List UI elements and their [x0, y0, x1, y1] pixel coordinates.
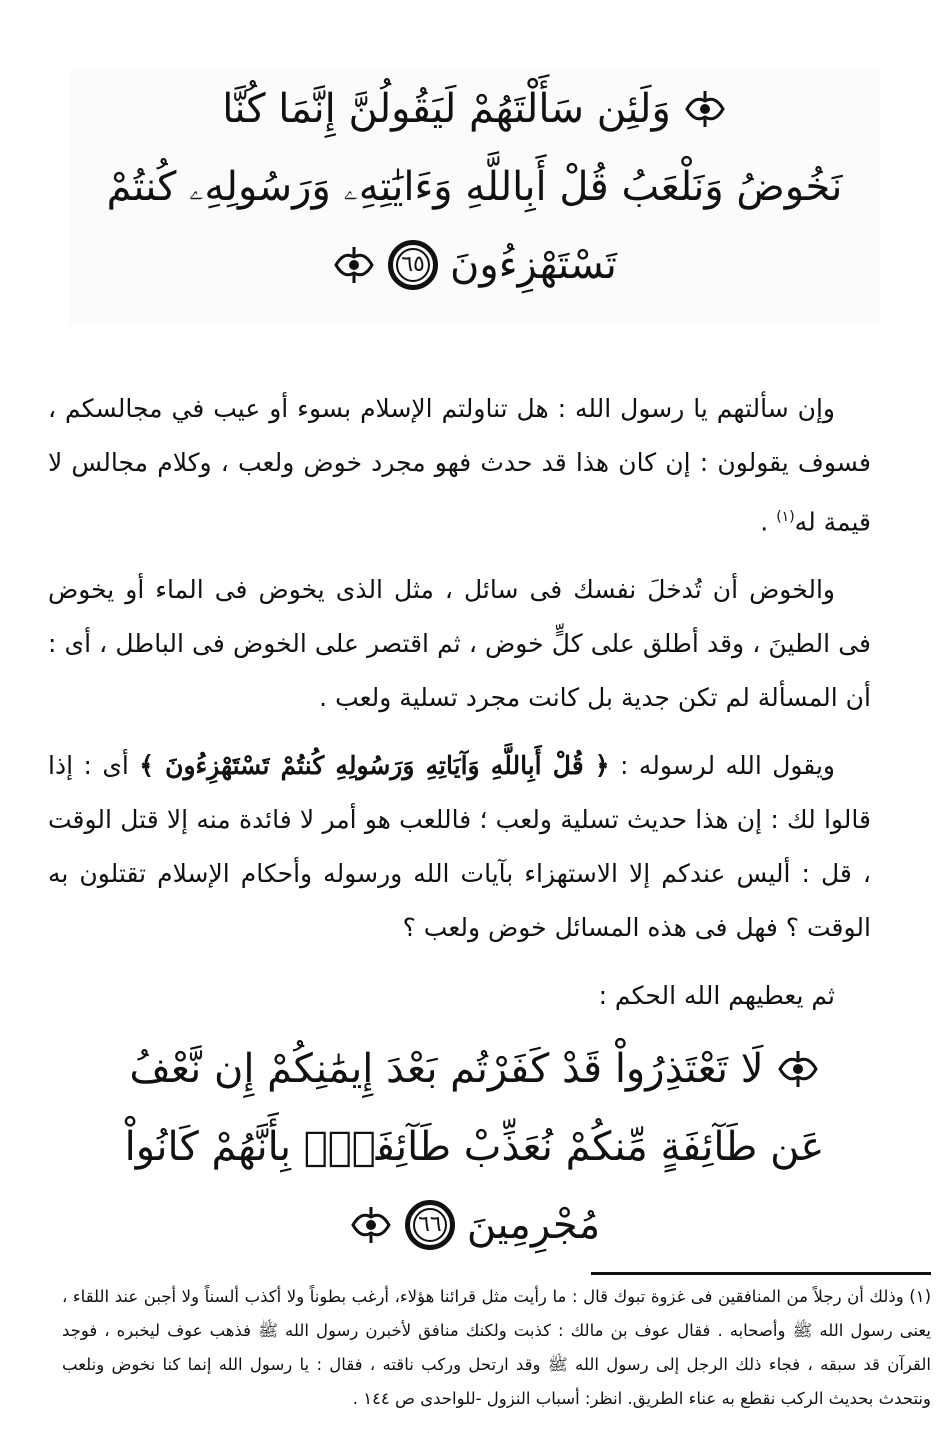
commentary-paragraph-4: ثم يعطيهم الله الحكم :: [598, 981, 835, 1011]
verse-66-text-1: لَا تَعْتَذِرُواْ قَدْ كَفَرْتُم بَعْدَ إِيمَٰنِكُمْ إِن نَّعْفُ: [129, 1046, 764, 1092]
commentary-paragraph-2: والخوض أن تُدخلَ نفسك فى سائل ، مثل الذى يخوض فى الماء أو يخوض فى الطينَ ، وقد أطلق على كلٍّ خوض ، ثم اقتصر على الخوض فى الباطل ، أى : أن المسألة لم تكن جدية بل كانت مجرد تسلية ولعب .: [48, 575, 871, 713]
verse-65-line-1: [70, 70, 879, 148]
verse-66-text-2: عَن طَآئِفَةٍ مِّنكُمْ نُعَذِّبْ طَآئِفَةًۢ بِأَنَّهُمْ كَانُواْ: [124, 1124, 825, 1170]
verse-65-text-3: تَسْتَهْزِءُونَ: [450, 242, 617, 288]
ayah-number-65: ٦٥: [388, 240, 438, 290]
ayah-number-66: ٦٦: [405, 1200, 455, 1250]
verse-66-line-1: [70, 1030, 879, 1108]
commentary-body: [48, 382, 871, 1037]
verse-66-line-2: [70, 1108, 879, 1186]
footnote-separator: [591, 1272, 931, 1275]
verse-start-ornament-icon: [683, 87, 727, 131]
verse-66-text-3: مُجْرِمِينَ: [466, 1202, 601, 1248]
commentary-paragraph-1-text: وإن سألتهم يا رسول الله : هل تناولتم الإسلام بسوء أو عيب في مجالسكم ، فسوف يقولون : إن كان هذا قد حدث فهو مجرد خوض ولعب ، وكلام مجالس لا قيمة له: [48, 394, 871, 537]
verse-65-text-1: وَلَئِن سَأَلْتَهُمْ لَيَقُولُنَّ إِنَّمَا كُنَّا: [222, 86, 671, 132]
verse-65-text-2: نَخُوضُ وَنَلْعَبُ قُلْ أَبِاللَّهِ وَءَايَٰتِهِۦ وَرَسُولِهِۦ كُنتُمْ: [106, 164, 843, 210]
quran-verse-66: [70, 1030, 879, 1255]
verse-start-ornament-icon: [776, 1047, 820, 1091]
verse-65-line-2: [70, 148, 879, 226]
verse-end-ornament-icon: [332, 243, 376, 287]
verse-65-line-3: [70, 226, 879, 304]
inline-quran-quote: ﴿ قُلْ أَبِاللَّهِ وَآيَاتِهِ وَرَسُولِهِ كُنتُمْ تَسْتَهْزِءُونَ ﴾: [139, 751, 610, 781]
verse-end-ornament-icon: [349, 1203, 393, 1247]
verse-66-line-3: [70, 1186, 879, 1264]
footnote: (١) وذلك أن رجلاً من المنافقين فى غزوة تبوك قال : ما رأيت مثل قرائنا هؤلاء، أرغب بطوناً ولا أكذب ألسناً ولا أجبن عند اللقاء ، يعنى رسول الله ﷺ وأصحابه . فقال عوف بن مالك : كذبت ولكنك منافق لأخبرن رسول الله ﷺ فذهب عوف ليخبره ، فوجد القرآن قد سبقه ، فجاء ذلك الرجل إلى رسول الله ﷺ وقد ارتحل وركب ناقته ، فقال : يا رسول الله إنما كنا نخوض ونلعب ونتحدث بحديث الركب نقطع به عناء الطريق. انظر: أسباب النزول -للواحدى ص ١٤٤ .: [62, 1287, 931, 1408]
commentary-paragraph-3: [48, 739, 871, 955]
commentary-paragraph-1-end: .: [760, 507, 777, 537]
quran-verse-65: [70, 70, 879, 325]
commentary-paragraph-3-end: أى : إذا قالوا لك : إن هذا حديث تسلية ولعب ؛ فاللعب هو أمر لا فائدة منه إلا قتل الوقت ، قل : أليس عندكم إلا الاستهزاء بآيات الله ورسوله وأحكام الإسلام تقتلون به الوقت ؟ فهل فى هذه المسائل خوض ولعب ؟: [48, 751, 871, 943]
commentary-paragraph-1: [48, 382, 871, 549]
footnote-reference: (١): [776, 509, 795, 525]
commentary-paragraph-3-start: ويقول الله لرسوله :: [609, 751, 835, 781]
